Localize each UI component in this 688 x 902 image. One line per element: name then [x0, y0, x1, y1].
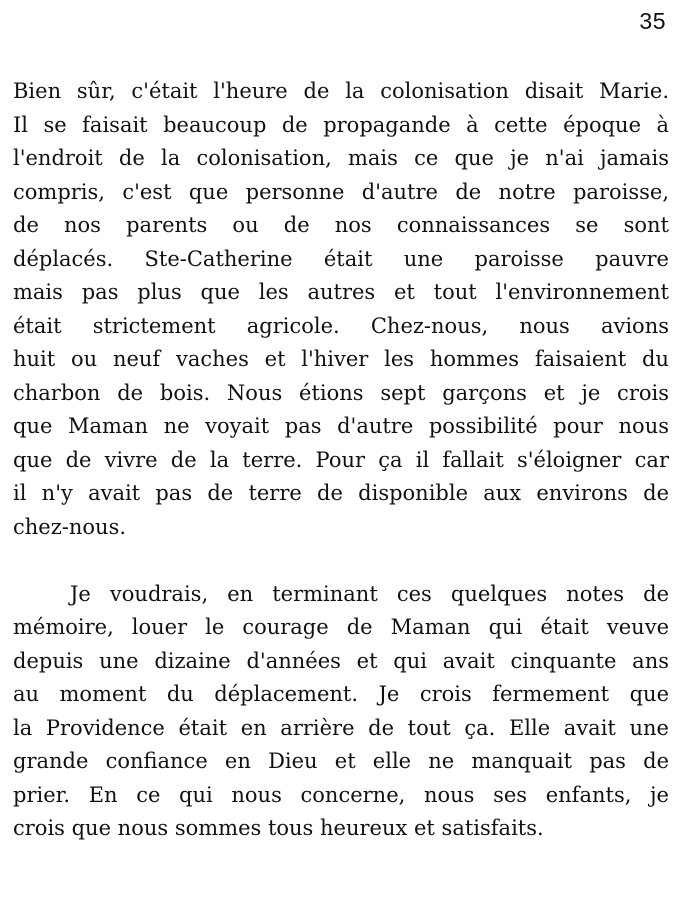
- text-line: charbon de bois. Nous étions sept garçons et je crois: [13, 380, 669, 405]
- text-line: il n'y avait pas de terre de disponible aux environs de: [13, 481, 669, 505]
- text-line: mais pas plus que les autres et tout l'environnement: [13, 280, 669, 304]
- text-line: prier. En ce qui nous concerne, nous ses enfants, je: [13, 782, 669, 807]
- text-line: chez-nous.: [13, 514, 127, 539]
- text-line: était strictement agricole. Chez-nous, nous avions: [13, 313, 669, 338]
- text-line: crois que nous sommes tous heureux et satisfaits.: [13, 816, 544, 840]
- paragraph-1: [13, 75, 669, 544]
- text-line: l'endroit de la colonisation, mais ce que je n'ai jamais: [13, 146, 669, 170]
- text-line: déplacés. Ste-Catherine était une paroisse pauvre: [13, 246, 669, 271]
- page-number: 35: [639, 8, 666, 34]
- text-line: grande confiance en Dieu et elle ne manquait pas de: [13, 749, 669, 773]
- text-line: au moment du déplacement. Je crois fermement que: [13, 682, 669, 706]
- text-line: compris, c'est que personne d'autre de notre paroisse,: [13, 179, 669, 204]
- paragraph-spacer: [13, 544, 669, 578]
- text-line: huit ou neuf vaches et l'hiver les hommes faisaient du: [13, 347, 669, 371]
- paragraph-2: [13, 578, 669, 846]
- text-line: Il se faisait beaucoup de propagande à cette époque à: [13, 112, 669, 137]
- text-line: Je voudrais, en terminant ces quelques notes de: [70, 581, 669, 606]
- text-line: mémoire, louer le courage de Maman qui était veuve: [13, 615, 669, 639]
- text-line: de nos parents ou de nos connaissances se sont: [13, 213, 669, 237]
- text-line: la Providence était en arrière de tout ça. Elle avait une: [13, 715, 669, 740]
- page-body: [13, 75, 669, 846]
- text-line: Bien sûr, c'était l'heure de la colonisation disait Marie.: [13, 79, 669, 103]
- text-line: que Maman ne voyait pas d'autre possibilité pour nous: [13, 414, 669, 438]
- text-line: depuis une dizaine d'années et qui avait cinquante ans: [13, 648, 669, 673]
- text-line: que de vivre de la terre. Pour ça il fallait s'éloigner car: [13, 447, 669, 472]
